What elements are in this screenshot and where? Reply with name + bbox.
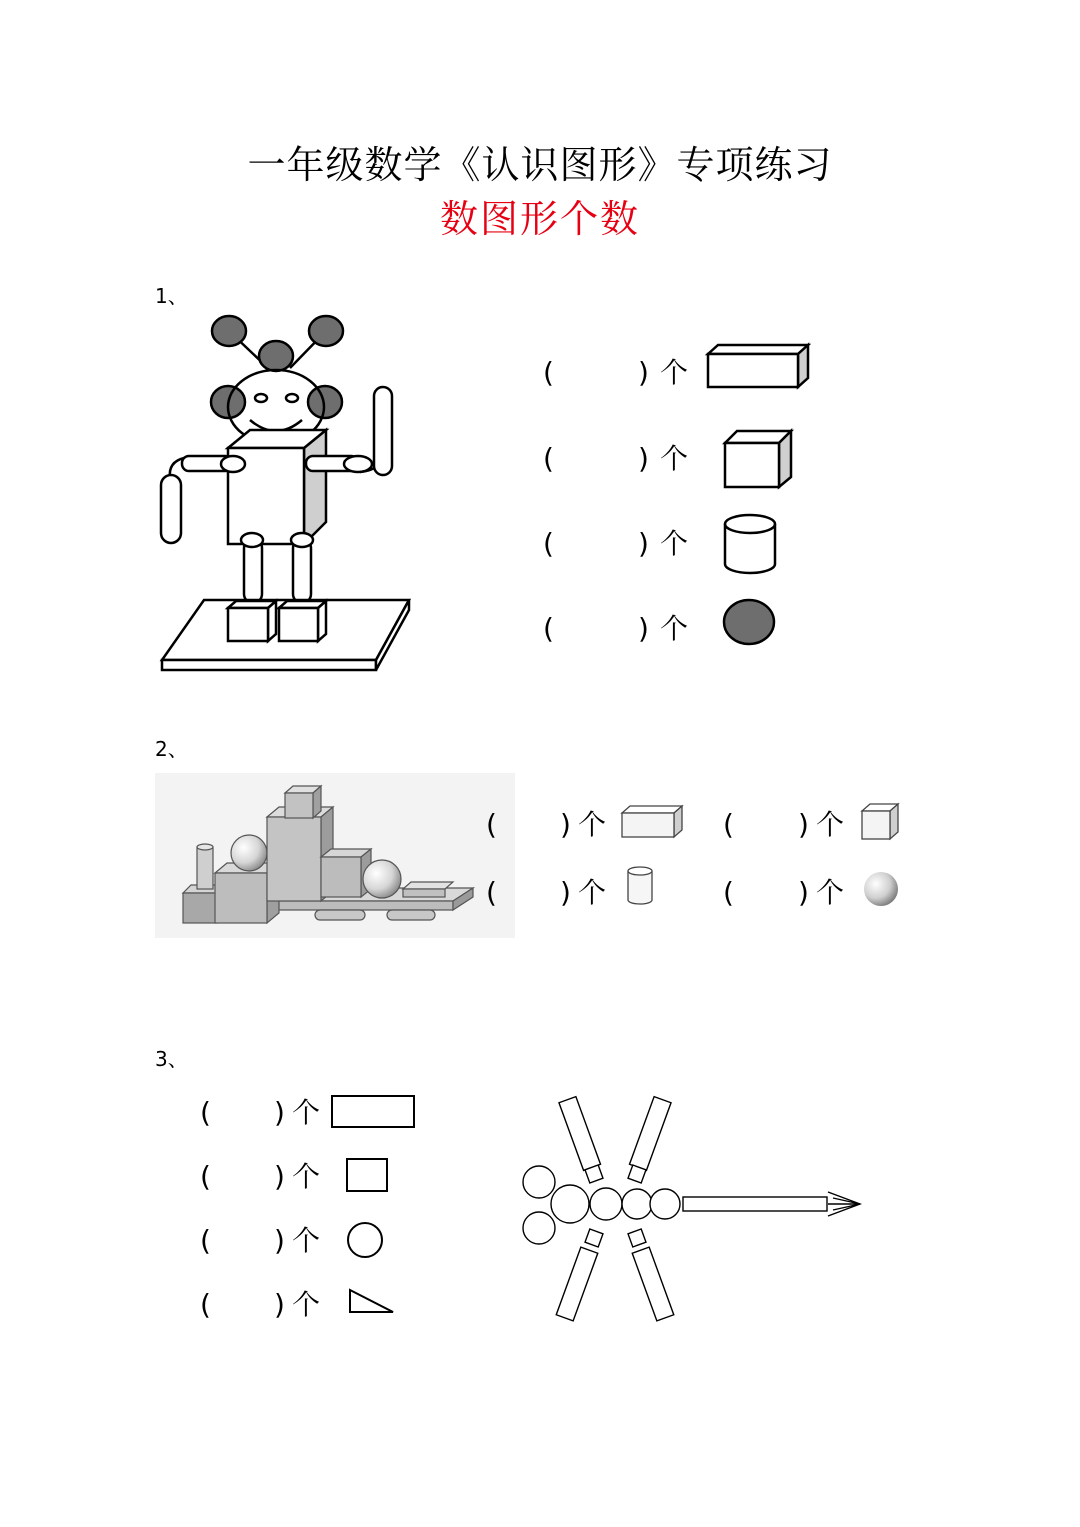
unit-label: 个 (816, 876, 845, 909)
cylinder-icon (718, 510, 783, 578)
answer-close-paren: ) (274, 1224, 285, 1257)
rectangle-icon (330, 1094, 418, 1130)
answer-open-paren: ( (723, 808, 734, 841)
answer-open-paren: ( (200, 1224, 211, 1257)
answer-close-paren: ) (638, 612, 649, 645)
answer-open-paren: ( (486, 808, 497, 841)
circle-icon (345, 1220, 385, 1260)
answer-blank[interactable] (500, 809, 558, 841)
cube-icon (715, 425, 800, 495)
question-number: 1、 (155, 284, 188, 308)
answer-blank[interactable] (556, 443, 636, 475)
answer-close-paren: ) (638, 527, 649, 560)
unit-label: 个 (292, 1096, 321, 1129)
unit-label: 个 (292, 1288, 321, 1321)
answer-open-paren: ( (543, 612, 554, 645)
answer-blank[interactable] (214, 1161, 272, 1193)
answer-blank[interactable] (737, 809, 795, 841)
answer-close-paren: ) (638, 356, 649, 389)
answer-open-paren: ( (723, 876, 734, 909)
answer-blank[interactable] (500, 877, 558, 909)
sphere-icon (862, 870, 900, 908)
dragonfly-illustration (515, 1092, 875, 1322)
triangle-icon (347, 1287, 397, 1315)
answer-open-paren: ( (486, 876, 497, 909)
answer-close-paren: ) (560, 876, 571, 909)
answer-blank[interactable] (737, 877, 795, 909)
answer-open-paren: ( (200, 1160, 211, 1193)
answer-open-paren: ( (543, 442, 554, 475)
sphere-icon (718, 595, 780, 650)
answer-open-paren: ( (543, 527, 554, 560)
question-number: 3、 (155, 1047, 188, 1071)
answer-blank[interactable] (556, 357, 636, 389)
answer-close-paren: ) (274, 1160, 285, 1193)
answer-blank[interactable] (556, 613, 636, 645)
cylinder-icon (624, 864, 656, 908)
cube-icon (858, 801, 902, 843)
answer-blank[interactable] (214, 1097, 272, 1129)
answer-close-paren: ) (638, 442, 649, 475)
unit-label: 个 (292, 1160, 321, 1193)
unit-label: 个 (578, 876, 607, 909)
answer-blank[interactable] (556, 528, 636, 560)
unit-label: 个 (292, 1224, 321, 1257)
answer-close-paren: ) (274, 1096, 285, 1129)
answer-blank[interactable] (214, 1225, 272, 1257)
answer-open-paren: ( (200, 1096, 211, 1129)
cuboid-icon (618, 803, 688, 841)
blocks-train-illustration (155, 773, 515, 938)
answer-close-paren: ) (798, 876, 809, 909)
answer-close-paren: ) (560, 808, 571, 841)
cuboid-icon (700, 340, 815, 395)
page-subtitle: 数图形个数 (439, 197, 640, 241)
answer-blank[interactable] (214, 1289, 272, 1321)
unit-label: 个 (660, 527, 689, 560)
unit-label: 个 (660, 442, 689, 475)
answer-open-paren: ( (543, 356, 554, 389)
unit-label: 个 (816, 808, 845, 841)
page-title: 一年级数学《认识图形》专项练习 (247, 143, 833, 187)
unit-label: 个 (660, 612, 689, 645)
answer-close-paren: ) (274, 1288, 285, 1321)
answer-close-paren: ) (798, 808, 809, 841)
question-number: 2、 (155, 737, 188, 761)
answer-open-paren: ( (200, 1288, 211, 1321)
unit-label: 个 (660, 356, 689, 389)
unit-label: 个 (578, 808, 607, 841)
square-icon (345, 1157, 389, 1193)
